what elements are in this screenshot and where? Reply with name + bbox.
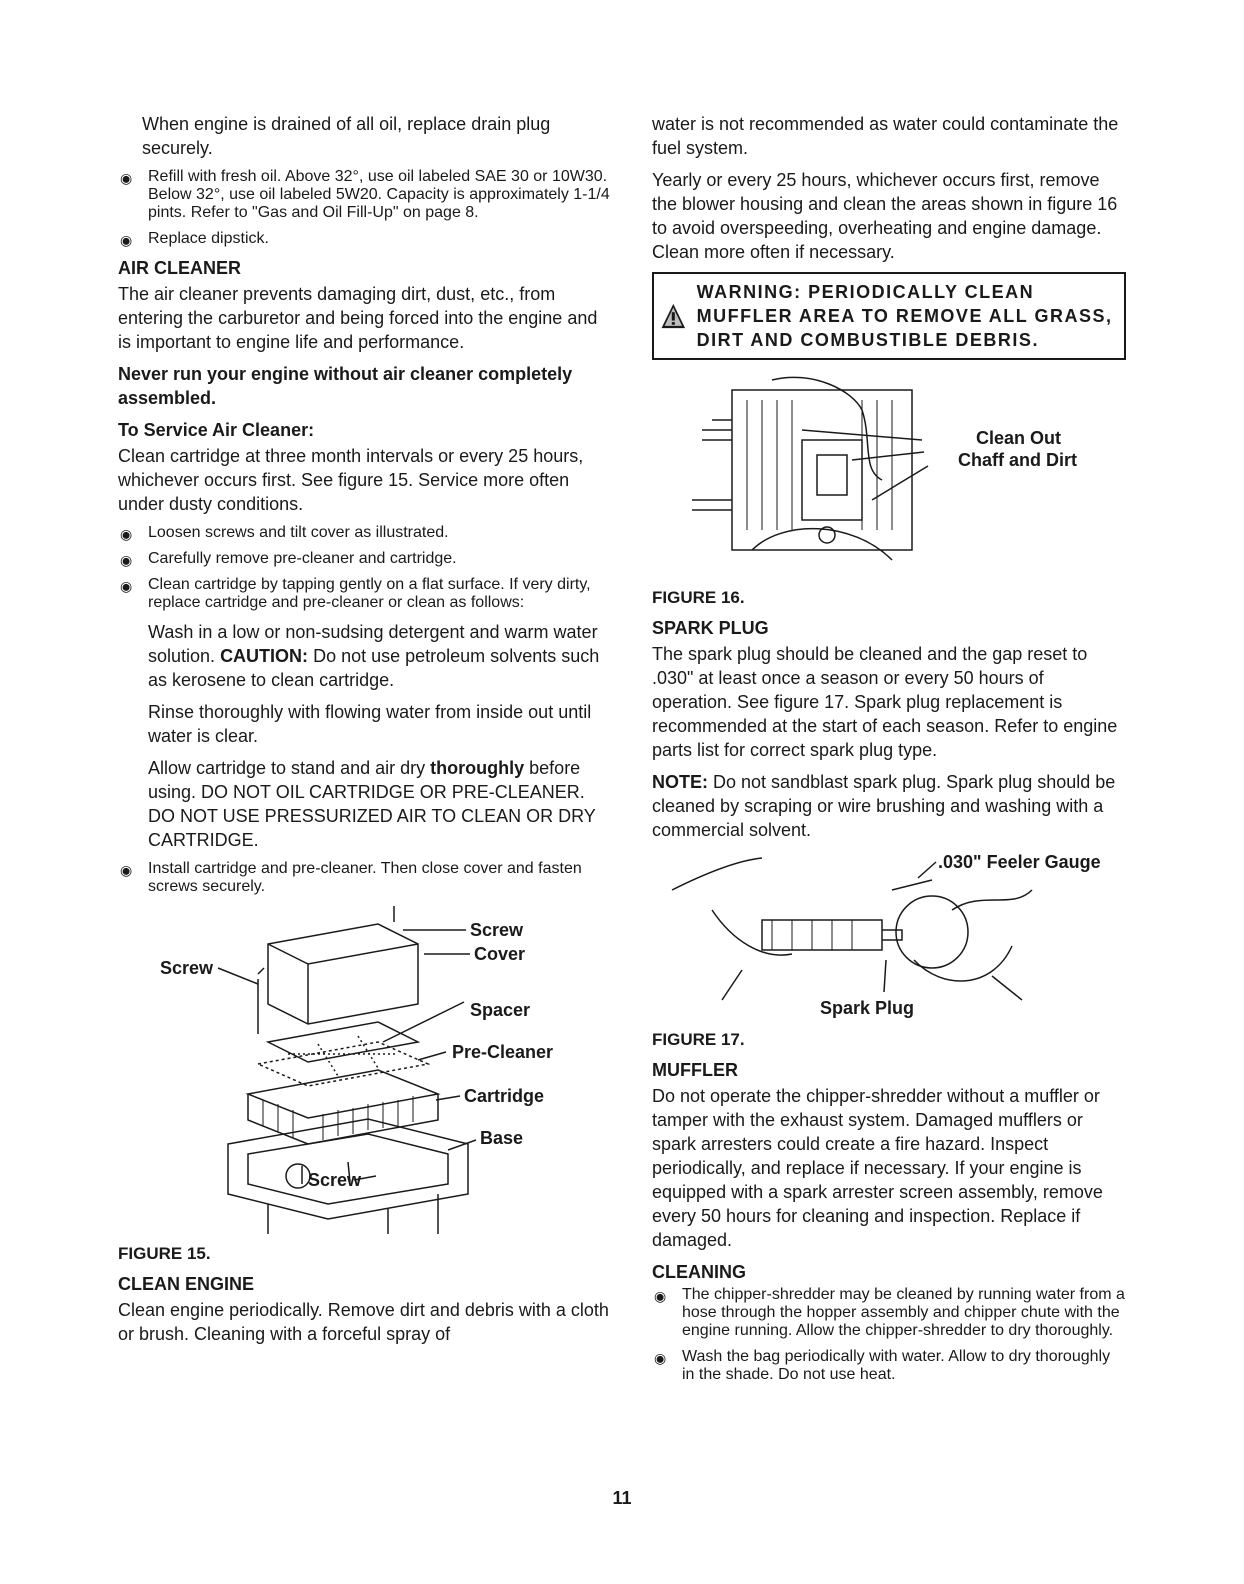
label-precleaner: Pre-Cleaner <box>452 1042 554 1062</box>
page-number: 11 <box>612 1488 632 1508</box>
rinse-paragraph: Rinse thoroughly with flowing water from inside out until water is clear. <box>148 702 592 746</box>
bullet-icon: ◉ <box>120 526 133 542</box>
never-run-warning: Never run your engine without air cleaner completely assembled. <box>118 364 573 408</box>
allow-dry-paragraph: Allow cartridge to stand and air dry thoroughly before using. DO NOT OIL CARTRIDGE OR PRE-CLEANER. DO NOT USE PRESSURIZED AIR TO CLEAN OR DRY CARTRIDGE. <box>148 758 596 850</box>
service-paragraph: Clean cartridge at three month intervals or every 25 hours, whichever occurs first. See figure 15. Service more often under dusty conditions. <box>118 446 584 514</box>
left-column <box>118 112 610 1354</box>
air-cleaner-paragraph: The air cleaner prevents damaging dirt, dust, etc., from entering the carburetor and being forced into the engine and is important to engine life and performance. <box>118 284 598 352</box>
bullet-icon: ◉ <box>120 552 133 568</box>
cover-drawing <box>268 924 418 1024</box>
warning-triangle-icon <box>660 278 687 354</box>
spark-plug-heading: SPARK PLUG <box>652 618 769 638</box>
fuel-line <box>772 377 882 480</box>
label-screw-top: Screw <box>470 920 524 940</box>
wash-paragraph: Wash in a low or non-sudsing detergent and warm water solution. CAUTION: Do not use petroleum solvents such as kerosene to clean cartridge. <box>148 622 600 690</box>
hand-left <box>712 910 792 955</box>
bag-bullet: ◉ Wash the bag periodically with water. Allow to dry thoroughly in the shade. Do not use heat. <box>654 1348 1111 1383</box>
clean-engine-heading: CLEAN ENGINE <box>118 1274 255 1294</box>
base-hole <box>286 1164 310 1188</box>
bullet-icon: ◉ <box>654 1350 667 1366</box>
cartridge-leader <box>436 1096 460 1100</box>
cleaning-heading: CLEANING <box>652 1262 746 1282</box>
water-paragraph: water is not recommended as water could contaminate the fuel system. <box>652 114 1119 158</box>
label-screw-left: Screw <box>160 958 214 978</box>
spark-plug-leader <box>884 960 886 992</box>
muffler-heading: MUFFLER <box>652 1060 738 1080</box>
dipstick-bullet: ◉ Replace dipstick. <box>120 230 269 248</box>
bullet-icon: ◉ <box>120 862 133 878</box>
warning-text: WARNING: PERIODICALLY CLEAN MUFFLER AREA TO REMOVE ALL GRASS, DIRT AND COMBUSTIBLE DEBRIS. <box>696 282 1113 350</box>
label-feeler-gauge: .030" Feeler Gauge <box>938 852 1101 872</box>
figure-17-caption: FIGURE 17. <box>652 1030 745 1049</box>
service-heading: To Service Air Cleaner: <box>118 420 315 440</box>
figure-16-engine-diagram <box>652 370 1126 580</box>
base-leader <box>448 1140 476 1150</box>
label-screw-bottom: Screw <box>308 1170 362 1190</box>
label-clean-out: Clean Out <box>976 428 1062 448</box>
label-spark-plug: Spark Plug <box>820 998 915 1018</box>
bullet-icon: ◉ <box>654 1288 667 1304</box>
label-base: Base <box>480 1128 524 1148</box>
chaff-leader-3 <box>872 466 928 500</box>
bullet-icon: ◉ <box>120 170 133 186</box>
spacer-drawing <box>268 1022 418 1062</box>
spark-plug-body <box>762 920 882 950</box>
warning-box <box>652 272 1126 360</box>
spark-plug-paragraph: The spark plug should be cleaned and the gap reset to .030" at least once a season or every 50 hours of operation. See figure 17. Spark plug replacement is recommended at the start of each season. Refer to engine parts list for correct spark plug type. <box>652 644 1118 760</box>
air-cleaner-heading: AIR CLEANER <box>118 258 242 278</box>
label-chaff-dirt: Chaff and Dirt <box>958 450 1077 470</box>
cover-edge <box>268 944 418 964</box>
figure-17-spark-plug-diagram <box>652 850 1126 1022</box>
screw-left-leader <box>218 968 258 984</box>
bullet-icon: ◉ <box>120 578 133 594</box>
engine-block <box>732 390 912 550</box>
figure-16-caption: FIGURE 16. <box>652 588 745 607</box>
bullet-icon: ◉ <box>120 232 133 248</box>
refill-bullet: ◉ Refill with fresh oil. Above 32°, use oil labeled SAE 30 or 10W30. Below 32°, use oil labeled 5W20. Capacity is approximately 1-1/4 pints. Refer to "Gas and Oil Fill-Up" on page 8. <box>120 168 610 221</box>
muffler-paragraph: Do not operate the chipper-shredder without a muffler or tamper with the exhaust system. Damaged mufflers or spark arresters could create a fire hazard. Inspect periodically, and replace if necessary. If your engine is equipped with a spark arrester screen assembly, remove every 50 hours for cleaning and inspection. Replace if damaged. <box>652 1086 1103 1250</box>
label-cover: Cover <box>474 944 526 964</box>
install-bullet: ◉ Install cartridge and pre-cleaner. Then close cover and fasten screws securely. <box>120 860 582 895</box>
loosen-bullet: ◉ Loosen screws and tilt cover as illustrated. <box>120 524 449 542</box>
drain-plug-paragraph: When engine is drained of all oil, replace drain plug securely. <box>142 114 551 158</box>
label-cartridge: Cartridge <box>464 1086 545 1106</box>
remove-bullet: ◉ Carefully remove pre-cleaner and cartridge. <box>120 550 457 568</box>
label-spacer: Spacer <box>470 1000 531 1020</box>
clean-bullet: ◉ Clean cartridge by tapping gently on a flat surface. If very dirty, replace cartridge and pre-cleaner or clean as follows: <box>120 576 591 611</box>
carburetor <box>802 440 862 520</box>
gauge-leader <box>918 862 936 878</box>
right-column <box>652 112 1126 1392</box>
spark-plug-tip <box>882 930 902 940</box>
clean-engine-paragraph: Clean engine periodically. Remove dirt and debris with a cloth or brush. Cleaning with a forceful spray of <box>118 1300 609 1344</box>
note-paragraph: NOTE: Do not sandblast spark plug. Spark plug should be cleaned by scraping or wire brushing and washing with a commercial solvent. <box>652 772 1116 840</box>
figure-15-caption: FIGURE 15. <box>118 1244 211 1263</box>
figure-15-air-cleaner-diagram <box>118 904 598 1236</box>
cartridge-drawing <box>248 1070 438 1118</box>
yearly-paragraph: Yearly or every 25 hours, whichever occurs first, remove the blower housing and clean the areas shown in figure 16 to avoid overspeeding, overheating and engine damage. Clean more often if necessary. <box>652 170 1118 262</box>
chaff-leader-2 <box>852 452 924 460</box>
precleaner-leader <box>418 1052 446 1060</box>
hose-bullet: ◉ The chipper-shredder may be cleaned by running water from a hose through the hopper assembly and chipper chute with the engine running. Allow the chipper-shredder to dry thoroughly. <box>654 1286 1125 1339</box>
